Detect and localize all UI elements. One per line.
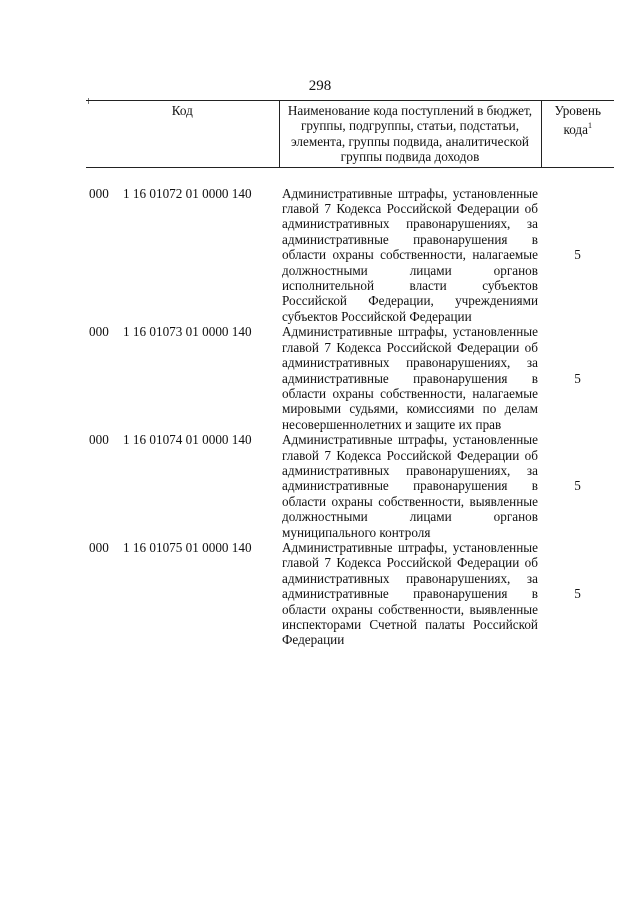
header-spacer [86, 167, 614, 186]
income-code: 1 16 01073 01 0000 140 [123, 324, 252, 340]
admin-code: 000 [89, 185, 109, 201]
code-cell [86, 540, 279, 648]
income-code: 1 16 01072 01 0000 140 [123, 185, 252, 201]
table-row [86, 432, 614, 540]
header-name: Наименование кода поступлений в бюджет, группы, подгруппы, статьи, подстатьи, элемента, группы подвида, аналитической группы подвида доходов [279, 101, 541, 168]
code-cell [86, 432, 279, 540]
name-cell: Административные штрафы, установленные главой 7 Кодекса Российской Федерации об административных правонарушениях, за административные правонарушения в области охраны собственности, налагаемые мировыми судьями, комиссиями по делам несовершеннолетних и защите их прав [282, 324, 538, 432]
code-cell [86, 324, 279, 432]
footnote-marker: 1 [588, 121, 592, 131]
admin-code: 000 [89, 324, 109, 340]
admin-code: 000 [89, 539, 109, 555]
table-row [86, 540, 614, 648]
name-cell: Административные штрафы, установленные главой 7 Кодекса Российской Федерации об административных правонарушениях, за административные правонарушения в области охраны собственности, выявленные должностными лицами органов муниципального контроля [282, 432, 538, 540]
table-header-row [86, 101, 614, 168]
page-number: 298 [308, 78, 332, 94]
header-code: Код [86, 101, 279, 168]
name-cell: Административные штрафы, установленные главой 7 Кодекса Российской Федерации об административных правонарушениях, за административные правонарушения в области охраны собственности, налагаемые должностными лицами органов исполнительной власти субъектов Российской Федерации, учреждениями субъектов Российской Федерации [282, 185, 538, 324]
income-code: 1 16 01074 01 0000 140 [123, 432, 252, 448]
level-cell: 5 [574, 478, 581, 494]
level-cell: 5 [574, 586, 581, 602]
table-row [86, 324, 614, 432]
income-codes-table [86, 100, 614, 648]
code-cell [86, 186, 279, 325]
income-code: 1 16 01075 01 0000 140 [123, 539, 252, 555]
header-level: Уровень кода$^1$ [541, 101, 614, 168]
name-cell: Административные штрафы, установленные главой 7 Кодекса Российской Федерации об административных правонарушениях, за административные правонарушения в области охраны собственности, выявленные инспекторами Счетной палаты Российской Федерации [282, 539, 538, 648]
admin-code: 000 [89, 432, 109, 448]
level-cell: 5 [574, 370, 581, 386]
table-row [86, 186, 614, 325]
level-cell: 5 [574, 247, 581, 263]
